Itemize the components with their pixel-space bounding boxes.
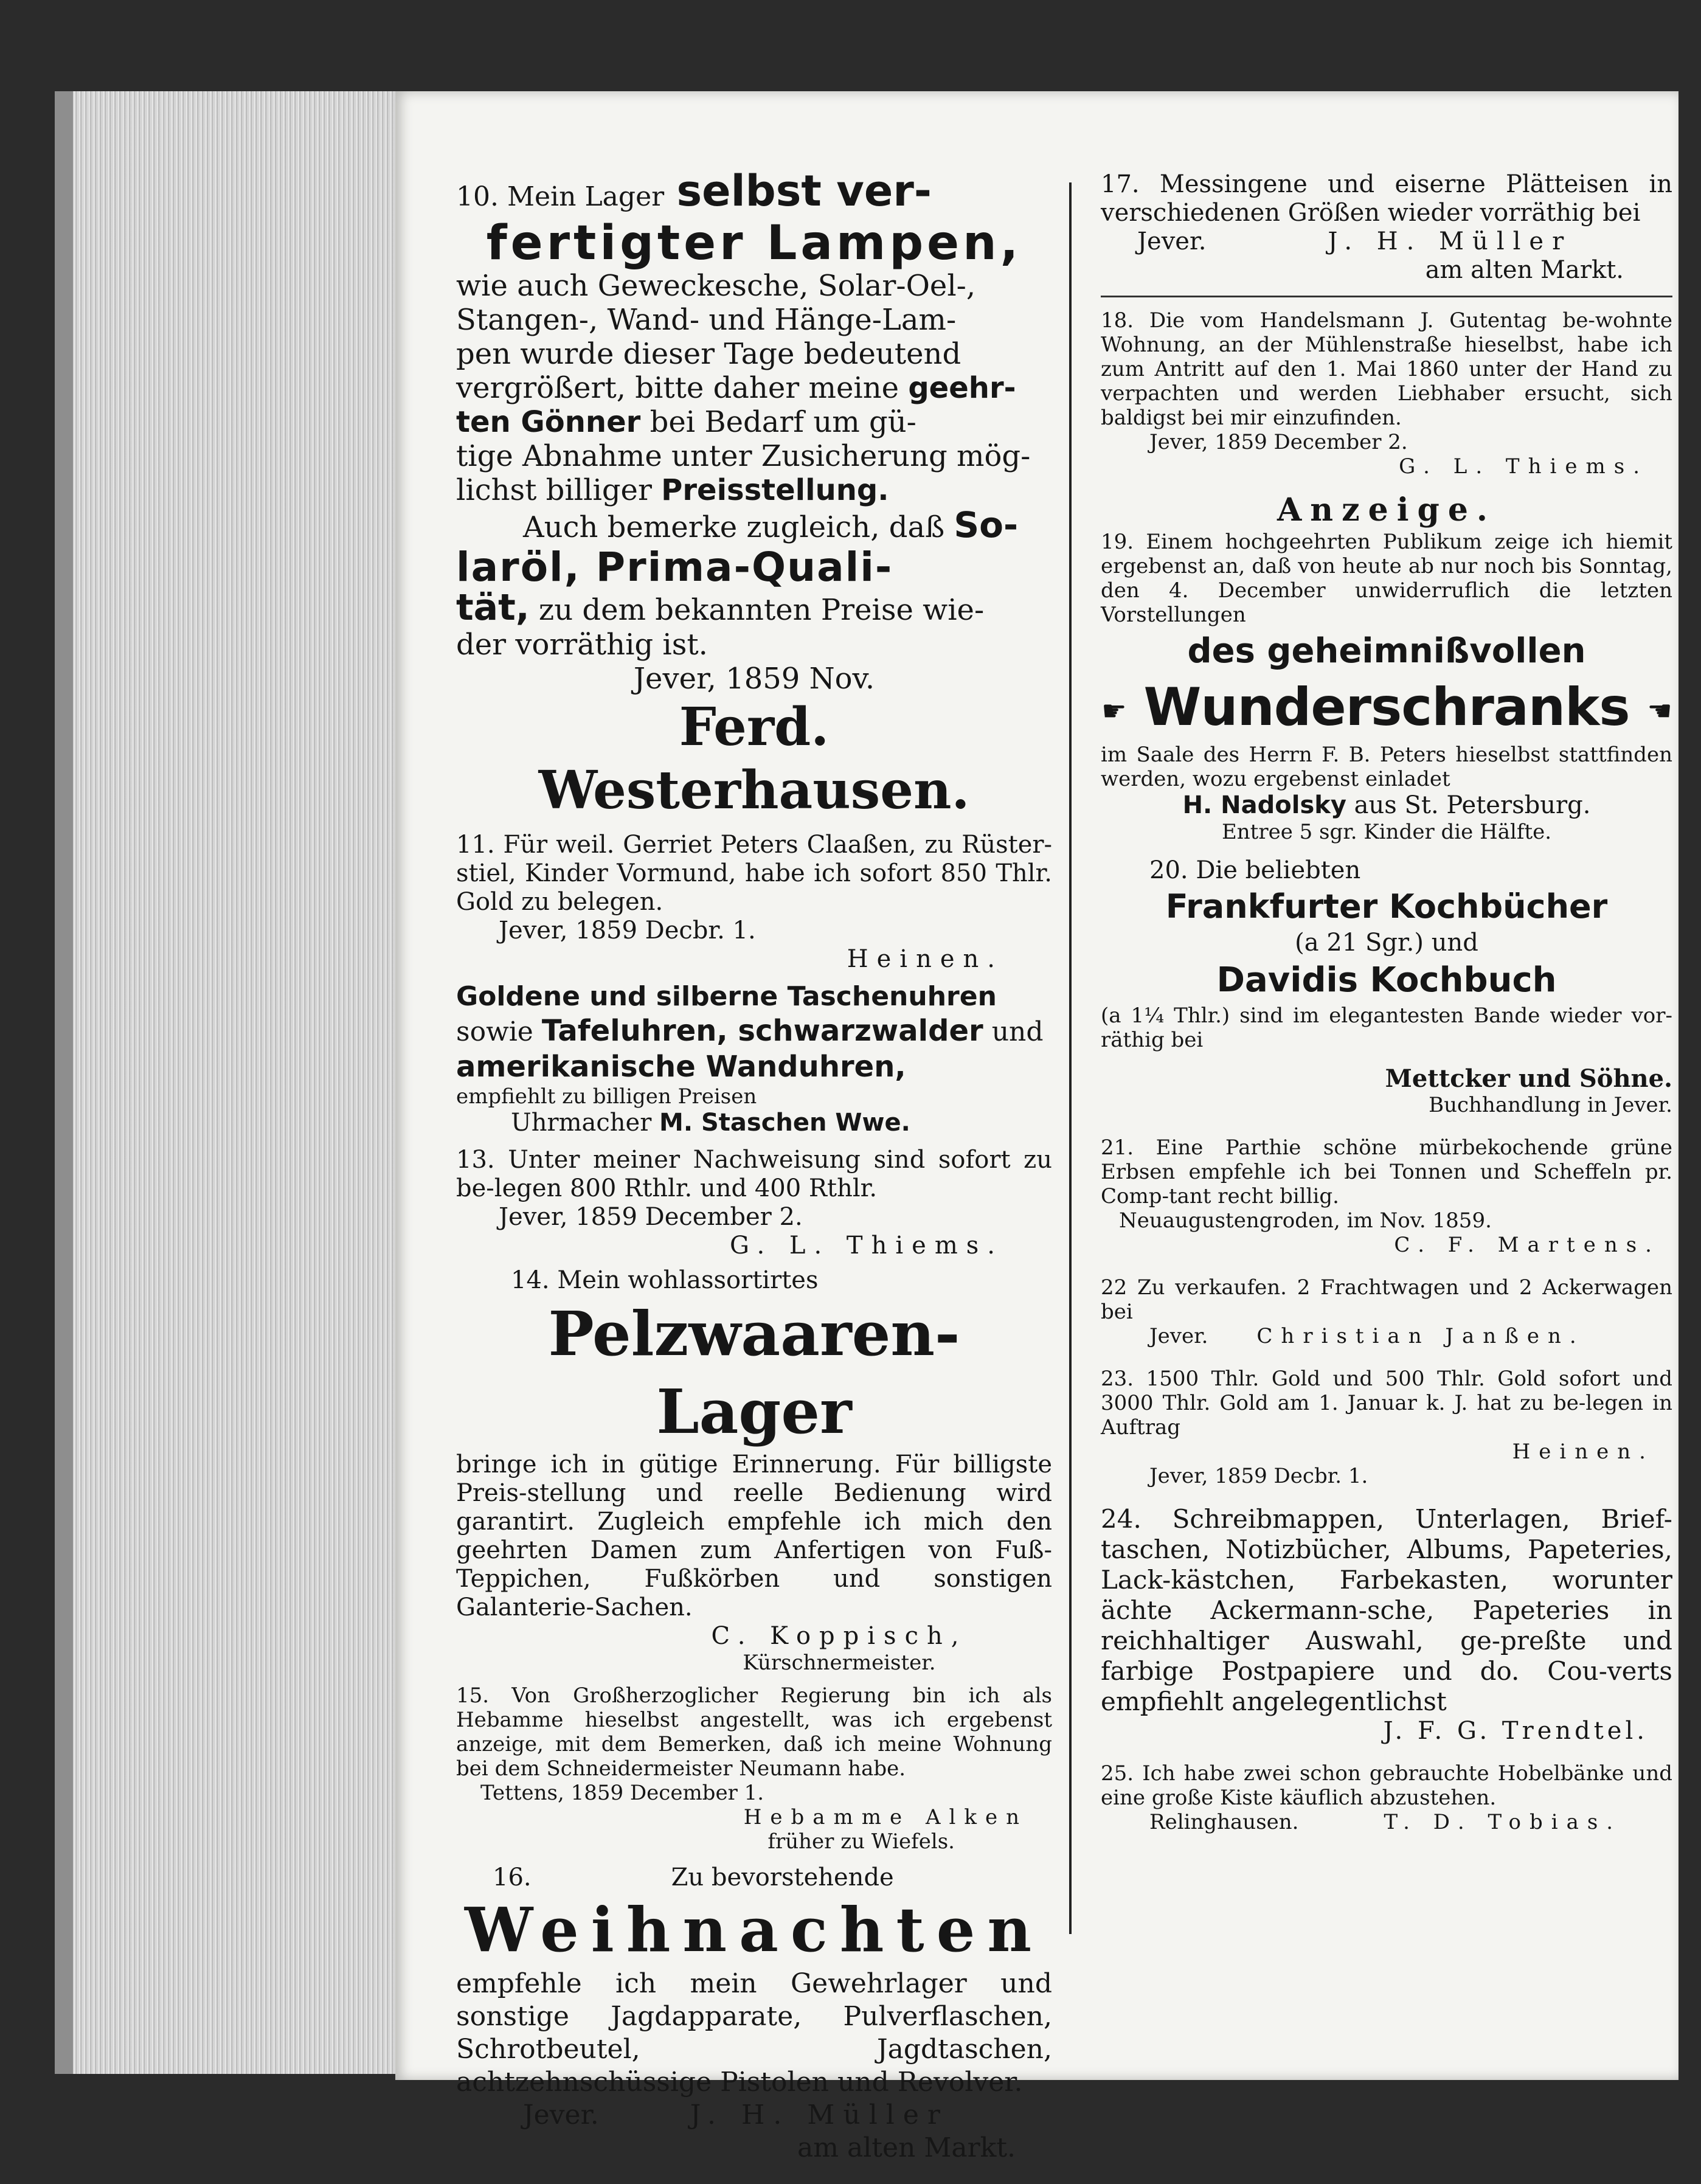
ad-10 [456, 166, 1052, 822]
ad-21 [1101, 1135, 1672, 1257]
ad-16-intro: Zu bevorstehende [671, 1863, 894, 1891]
ad-12-headline: Goldene und silberne Taschenuhren [456, 981, 997, 1012]
ad-22-place: Jever. [1149, 1323, 1208, 1348]
ad-10-headline-3: laröl, Prima-Quali- [456, 544, 893, 591]
ad-16 [456, 1863, 1052, 2165]
ad-16-text: empfehle ich mein Gewehrlager und sonstige Jagdapparate, Pulverflaschen, Schrotbeutel, Jagdtaschen, achtzehnschüssige Pistolen und Revolver. [456, 1968, 1052, 2098]
ad-10-place: Jever, 1859 Nov. [633, 662, 875, 696]
ad-23 [1101, 1367, 1672, 1488]
ad-10-bold: So- [954, 504, 1019, 546]
ad-17-text: 17. Messingene und eiserne Plätteisen in verschiedenen Größen wieder vorräthig bei [1101, 170, 1672, 227]
ad-10-line: pen wurde dieser Tage bedeutend [456, 337, 961, 371]
ad-19-signature: H. Nadolsky [1182, 791, 1346, 819]
ad-10-headline-2: fertigter Lampen, [486, 216, 1022, 271]
ad-12-line: empfiehlt zu billigen Preisen [456, 1084, 757, 1109]
ad-10-bold: geehr- [908, 371, 1016, 405]
ad-12-line: und [991, 1016, 1044, 1047]
ad-12-line: Uhrmacher [511, 1109, 652, 1137]
ad-19-signature-suffix: aus St. Petersburg. [1354, 791, 1591, 819]
ad-10-line: der vorräthig ist. [456, 628, 708, 662]
ad-17-signature-sub: am alten Markt. [1425, 256, 1624, 284]
ad-18-text: 18. Die vom Handelsmann J. Gutentag be-wohnte Wohnung, an der Mühlenstraße hieselbst, habe ich zum Antritt auf den 1. Mai 1860 unter der Hand zu verpachten und werden Liebhaber ersucht, sich baldigst bei mir einzufinden. [1101, 308, 1672, 430]
ad-15-signature: Hebamme Alken [743, 1805, 1028, 1829]
ad-14-intro: 14. Mein wohlassortirtes [511, 1266, 819, 1294]
ad-10-headline: selbst ver- [676, 166, 932, 216]
ad-10-line: Auch bemerke zugleich, daß [523, 510, 945, 544]
ad-12-bold: Tafeluhren, schwarzwalder [541, 1014, 983, 1048]
ad-12-line: sowie [456, 1016, 533, 1047]
ad-19-title-2: Wunderschranks [1143, 677, 1630, 738]
ad-10-line: lichst billiger [456, 473, 652, 507]
ad-24 [1101, 1504, 1672, 1745]
book-page-edges [55, 91, 414, 2074]
ad-10-line: Stangen-, Wand- und Hänge-Lam- [456, 303, 957, 337]
ad-16-title: Weihnachten [464, 1894, 1044, 1966]
ad-20-signature-sub: Buchhandlung in Jever. [1429, 1092, 1672, 1117]
ad-23-signature: Heinen. [1512, 1439, 1654, 1464]
ad-22 [1101, 1275, 1672, 1348]
ad-10-bold: Preisstellung. [661, 473, 889, 507]
ad-12-headline-2: amerikanische Wanduhren, [456, 1050, 906, 1084]
ad-12 [456, 980, 1052, 1137]
ad-22-text: 22 Zu verkaufen. 2 Frachtwagen und 2 Ackerwagen bei [1101, 1275, 1672, 1324]
ad-10-bold: ten Gönner [456, 405, 641, 439]
ad-21-place: Neuaugustengroden, im Nov. 1859. [1119, 1208, 1492, 1233]
ad-10-line: zu dem bekannten Preise wie- [538, 593, 985, 627]
ad-15-text: 15. Von Großherzoglicher Regierung bin ich als Hebamme hieselbst angestellt, was ich ergebenst anzeige, mit dem Bemerken, daß ich meine Wohnung bei dem Schneidermeister Neumann habe. [456, 1683, 1052, 1781]
column-divider [1069, 182, 1072, 1934]
ad-20-title-1: Frankfurter Kochbücher [1165, 887, 1608, 926]
ad-11-place: Jever, 1859 Decbr. 1. [499, 917, 756, 945]
ad-14-signature-title: Kürschnermeister. [743, 1651, 936, 1675]
ad-24-signature: J. F. G. Trendtel. [1383, 1716, 1648, 1745]
ad-16-number: 16. [493, 1863, 532, 1891]
ad-14 [456, 1266, 1052, 1675]
ad-20-signature: Mettcker und Söhne. [1385, 1064, 1672, 1093]
ad-18-place: Jever, 1859 December 2. [1149, 430, 1408, 454]
ad-13-signature: G. L. Thiems. [729, 1232, 1003, 1260]
ad-24-text: 24. Schreibmappen, Unterlagen, Brief-taschen, Notizbücher, Albums, Papeteries, Lack-kästchen, Farbekasten, worunter ächte Ackermann-sche, Papeteries in reichhaltiger Auswahl, ge-preßte und farbige Postpapiere und do. Cou-verts empfiehlt angelegentlichst [1101, 1503, 1672, 1716]
ad-20-price: (a 21 Sgr.) und [1295, 928, 1478, 957]
right-column [1101, 170, 1672, 1834]
ad-19-text-2: im Saale des Herrn F. B. Peters hieselbst stattfinden werden, wozu ergebenst einladet [1101, 742, 1672, 791]
ad-15-signature-sub: früher zu Wiefels. [767, 1829, 955, 1854]
ad-23-text: 23. 1500 Thlr. Gold und 500 Thlr. Gold sofort und 3000 Thlr. Gold am 1. Januar k. J. hat zu be-legen in Auftrag [1101, 1366, 1672, 1440]
ad-10-bold: tät, [456, 586, 530, 629]
ad-25-text: 25. Ich habe zwei schon gebrauchte Hobelbänke und eine große Kiste käuflich abzustehen. [1101, 1761, 1672, 1810]
ad-10-line: wie auch Geweckesche, Solar-Oel-, [456, 269, 976, 303]
left-column [456, 166, 1052, 2165]
ad-16-signature: J. H. Müller [690, 2099, 949, 2130]
pointing-hand-left-icon: ☛ [1101, 694, 1126, 727]
ad-17 [1101, 170, 1672, 285]
ad-16-place: Jever. [523, 2099, 599, 2130]
ad-19-heading: Anzeige. [1277, 491, 1497, 529]
ad-19-title-1: des geheimnißvollen [1187, 631, 1586, 671]
ad-10-line: bei Bedarf um gü- [650, 405, 916, 439]
ad-14-signature: C. Koppisch, [711, 1622, 968, 1650]
ad-19 [1101, 491, 1672, 844]
separator-rule [1101, 296, 1672, 297]
ad-25-signature: T. D. Tobias. [1384, 1809, 1622, 1834]
ad-11 [456, 831, 1052, 974]
ad-16-signature-sub: am alten Markt. [797, 2132, 1016, 2163]
ad-11-signature: Heinen. [847, 945, 1003, 973]
ad-20-text: (a 1¼ Thlr.) sind im elegantesten Bande wieder vor-räthig bei [1101, 1003, 1672, 1052]
ad-13-text: 13. Unter meiner Nachweisung sind sofort zu be-legen 800 Rthlr. und 400 Rthlr. [456, 1146, 1052, 1202]
ad-10-intro: 10. Mein Lager [456, 181, 665, 212]
ad-10-line: tige Abnahme unter Zusicherung mög- [456, 439, 1031, 473]
ad-15-place: Tettens, 1859 December 1. [480, 1781, 764, 1805]
ad-22-signature: Christian Janßen. [1256, 1323, 1585, 1348]
ad-14-text: bringe ich in gütige Erinnerung. Für billigste Preis-stellung und reelle Bedienung wird garantirt. Zugleich empfehle ich mich den geehrten Damen zum Anfertigen von Fuß-Teppichen, Fußkörben und sonstigen Galanterie-Sachen. [456, 1451, 1052, 1621]
ad-21-text: 21. Eine Parthie schöne mürbekochende grüne Erbsen empfehle ich bei Tonnen und Scheffeln pr. Comp-tant recht billig. [1101, 1135, 1672, 1208]
ad-13 [456, 1146, 1052, 1260]
ad-18-signature: G. L. Thiems. [1399, 454, 1648, 479]
ad-18 [1101, 308, 1672, 479]
ad-20 [1101, 856, 1672, 1117]
ad-25 [1101, 1761, 1672, 1834]
ad-17-place: Jever. [1137, 227, 1207, 255]
ad-20-title-2: Davidis Kochbuch [1216, 960, 1557, 1000]
ad-10-signature: Ferd. Westerhausen. [538, 696, 970, 821]
ad-14-title: Pelzwaaren-Lager [548, 1298, 960, 1447]
ad-13-place: Jever, 1859 December 2. [499, 1203, 803, 1231]
ad-15 [456, 1683, 1052, 1854]
ad-12-signature: M. Staschen Wwe. [659, 1109, 910, 1137]
ad-21-signature: C. F. Martens. [1394, 1232, 1660, 1257]
ad-23-place: Jever, 1859 Decbr. 1. [1149, 1463, 1368, 1488]
ad-19-text: 19. Einem hochgeehrten Publikum zeige ich hiemit ergebenst an, daß von heute ab nur noch bis Sonntag, den 4. December unwiderruflich die letzten Vorstellungen [1101, 530, 1672, 627]
ad-17-signature: J. H. Müller [1328, 227, 1573, 255]
ad-25-place: Relinghausen. [1149, 1809, 1299, 1834]
ad-20-intro: 20. Die beliebten [1149, 856, 1361, 884]
pointing-hand-right-icon: ☚ [1647, 694, 1672, 727]
ad-10-line: vergrößert, bitte daher meine [456, 371, 899, 405]
ad-19-entry: Entree 5 sgr. Kinder die Hälfte. [1221, 819, 1552, 844]
ad-11-text: 11. Für weil. Gerriet Peters Claaßen, zu Rüster-stiel, Kinder Vormund, habe ich sofort 850 Thlr. Gold zu belegen. [456, 831, 1052, 916]
